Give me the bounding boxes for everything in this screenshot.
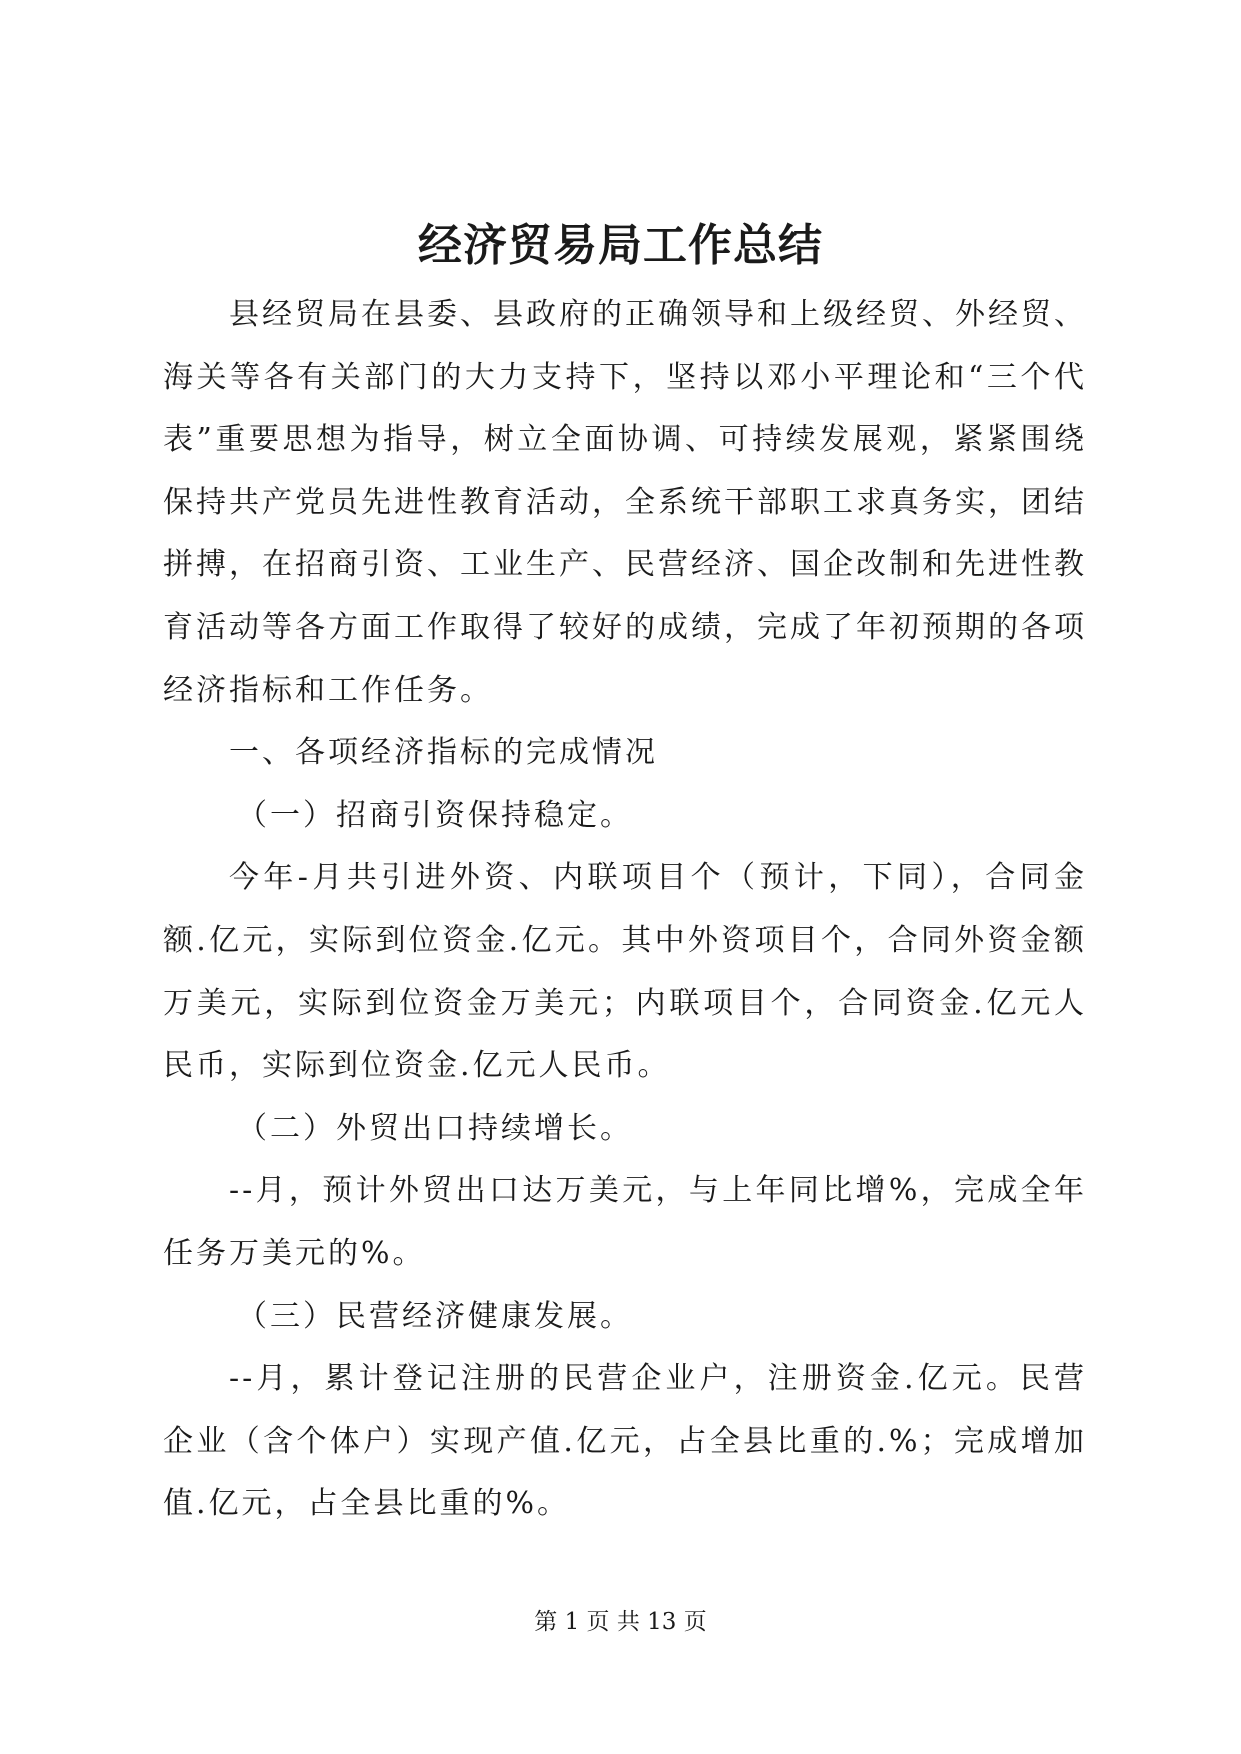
body-paragraph: 今年-月共引进外资、内联项目个（预计，下同），合同金额.亿元，实际到位资金.亿元。其中外资项目个，合同外资金额万美元，实际到位资金万美元；内联项目个，合同资金.亿元人民币，实际到位资金.亿元人民币。: [163, 860, 1087, 1084]
body-paragraph: --月，累计登记注册的民营企业户，注册资金.亿元。民营企业（含个体户）实现产值.亿元，占全县比重的.%；完成增加值.亿元，占全县比重的%。: [163, 1361, 1087, 1522]
document-title: 经济贸易局工作总结: [418, 220, 823, 271]
intro-paragraph: 县经贸局在县委、县政府的正确领导和上级经贸、外经贸、海关等各有关部门的大力支持下，坚持以邓小平理论和“三个代表”重要思想为指导，树立全面协调、可持续发展观，紧紧围绕保持共产党员先进性教育活动，全系统干部职工求真务实，团结拼搏，在招商引资、工业生产、民营经济、国企改制和先进性教育活动等各方面工作取得了较好的成绩，完成了年初预期的各项经济指标和工作任务。: [163, 297, 1087, 708]
page-footer: 第 1 页 共 13 页: [534, 1609, 707, 1635]
section-heading: 一、各项经济指标的完成情况: [229, 735, 658, 771]
subsection-heading: （二）外贸出口持续增长。: [237, 1110, 633, 1146]
body-paragraph: --月，预计外贸出口达万美元，与上年同比增%，完成全年任务万美元的%。: [163, 1173, 1087, 1271]
subsection-heading: （三）民营经济健康发展。: [237, 1298, 633, 1334]
document-body: [163, 284, 1087, 1536]
subsection-heading: （一）招商引资保持稳定。: [237, 797, 633, 833]
